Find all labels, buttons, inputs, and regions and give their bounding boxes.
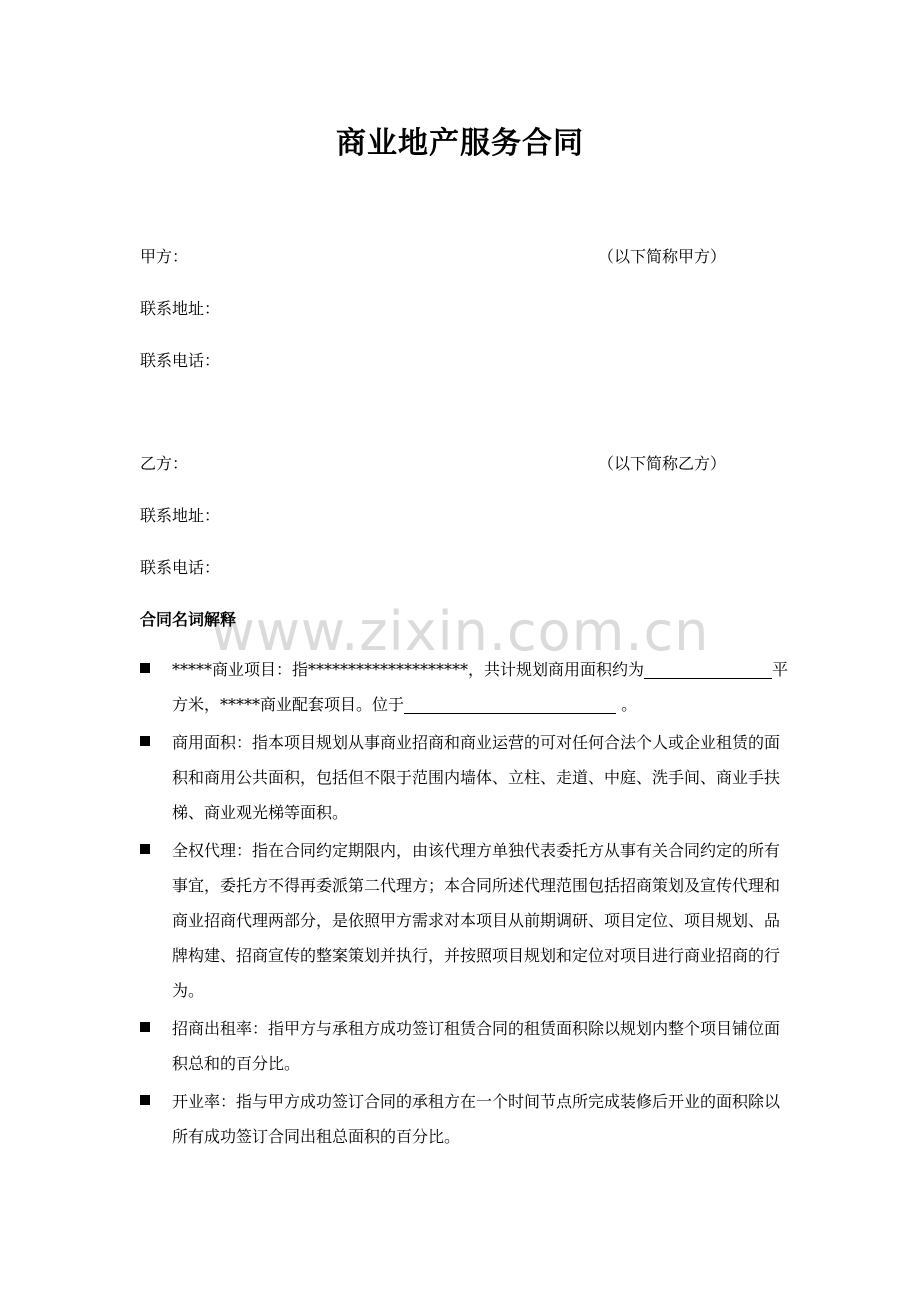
definition-commercial-area: 商用面积：指本项目规划从事商业招商和商业运营的可对任何合法个人或企业租赁的面积和商用公共面积，包括但不限于范围内墙体、立柱、走道、中庭、洗手间、商业手扶梯、商业观光梯等面积。 bbox=[172, 733, 781, 822]
party-b-phone-label: 联系电话： bbox=[140, 558, 221, 577]
watermark: www.zixin.com.cn bbox=[210, 600, 710, 663]
definition-commercial-project-part2: 平方米，*****商业配套项目。位于 bbox=[172, 660, 789, 714]
list-item bbox=[140, 652, 790, 722]
list-item bbox=[140, 1011, 790, 1081]
party-b-label: 乙方： bbox=[140, 454, 189, 473]
blank-area-field bbox=[644, 658, 772, 679]
party-a-phone-label: 联系电话： bbox=[140, 351, 221, 370]
party-a-address-label: 联系地址： bbox=[140, 299, 221, 318]
list-item bbox=[140, 725, 790, 830]
list-item bbox=[140, 1084, 790, 1154]
list-item bbox=[140, 833, 790, 1008]
party-b-note: （以下简称乙方） bbox=[598, 454, 727, 473]
party-a-note: （以下简称甲方） bbox=[598, 247, 727, 266]
blank-location-field bbox=[404, 693, 616, 714]
party-b-address-label: 联系地址： bbox=[140, 506, 221, 525]
definition-full-agency: 全权代理：指在合同约定期限内，由该代理方单独代表委托方从事有关合同约定的所有事宜，委托方不得再委派第二代理方；本合同所述代理范围包括招商策划及宣传代理和商业招商代理两部分，是依照甲方需求对本项目从前期调研、项目定位、项目规划、品牌构建、招商宣传的整案策划并执行，并按照项目规划和定位对项目进行商业招商的行为。 bbox=[172, 841, 781, 1000]
party-a-label: 甲方： bbox=[140, 247, 189, 266]
square-bullet-icon bbox=[140, 663, 150, 673]
party-a-line bbox=[140, 246, 780, 268]
document-title: 商业地产服务合同 bbox=[336, 126, 584, 161]
section-title: 合同名词解释 bbox=[140, 610, 237, 629]
square-bullet-icon bbox=[140, 1095, 150, 1105]
definition-occupancy-rate: 招商出租率：指甲方与承租方成功签订租赁合同的租赁面积除以规划内整个项目铺位面积总和的百分比。 bbox=[172, 1019, 781, 1073]
party-b-line bbox=[140, 453, 780, 475]
definitions-list bbox=[140, 652, 790, 1157]
definition-commercial-project-part3: 。 bbox=[616, 695, 638, 714]
definition-opening-rate: 开业率：指与甲方成功签订合同的承租方在一个时间节点所完成装修后开业的面积除以所有成功签订合同出租总面积的百分比。 bbox=[172, 1092, 781, 1146]
square-bullet-icon bbox=[140, 736, 150, 746]
square-bullet-icon bbox=[140, 1022, 150, 1032]
square-bullet-icon bbox=[140, 844, 150, 854]
definition-commercial-project-part1: *****商业项目：指********************，共计规划商用面积约为 bbox=[172, 660, 645, 679]
